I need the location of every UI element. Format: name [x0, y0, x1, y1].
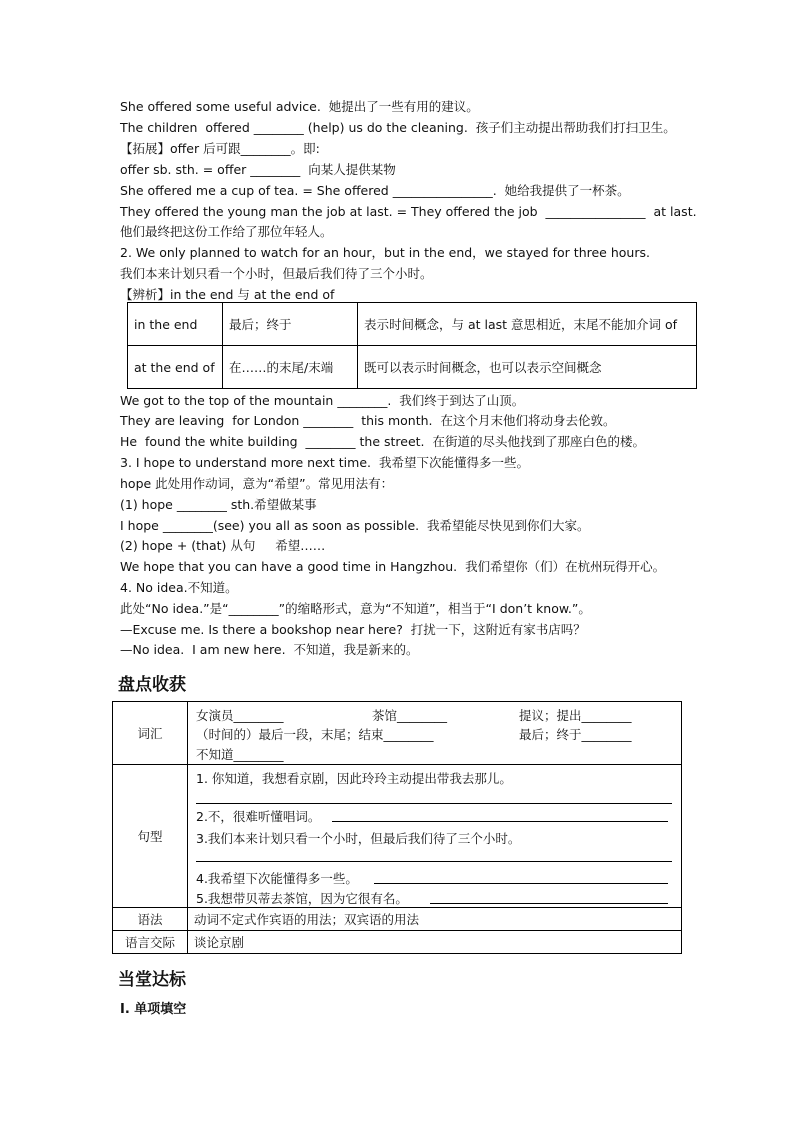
table-row — [113, 702, 682, 765]
text-line: We hope that you can have a good time in Hangzhou. 我们希望你（们）在杭州玩得开心。 — [120, 559, 666, 574]
table-row — [128, 303, 697, 346]
text-line: They offered the young man the job at last. = They offered the job ________________ at last. — [120, 204, 697, 219]
vocab-item: 不知道________ — [196, 747, 284, 762]
text-line: I hope ________(see) you all as soon as possible. 我希望能尽快见到你们大家。 — [120, 518, 590, 533]
text-line: 我们本来计划只看一个小时，但最后我们待了三个小时。 — [120, 266, 433, 281]
grammar-cell: 动词不定式作宾语的用法；双宾语的用法 — [188, 908, 682, 931]
table-cell: in the end — [128, 303, 223, 346]
table-row — [113, 931, 682, 954]
sentence-item: 2.不，很难听懂唱词。 — [196, 809, 321, 824]
sentence-item: 3.我们本来计划只看一个小时，但最后我们待了三个小时。 — [196, 831, 521, 846]
vocab-item: 女演员________ — [196, 708, 284, 723]
text-line: 2. We only planned to watch for an hour，but in the end，we stayed for three hours. — [120, 245, 650, 260]
text-line: 他们最终把这份工作给了那位年轻人。 — [120, 224, 333, 239]
table-cell: 表示时间概念，与 at last 意思相近，末尾不能加介词 of — [358, 303, 697, 346]
sentence-item: 1. 你知道，我想看京剧，因此玲玲主动提出带我去那儿。 — [196, 771, 512, 786]
text-line: We got to the top of the mountain ________. 我们终于到达了山顶。 — [120, 393, 525, 408]
table-cell: 最后；终于 — [223, 303, 358, 346]
section-heading: 盘点收获 — [118, 675, 186, 695]
table-row — [113, 765, 682, 908]
answer-line — [332, 807, 668, 822]
text-line: hope 此处用作动词，意为“希望”。常见用法有： — [120, 476, 394, 491]
subsection-heading: Ⅰ. 单项填空 — [120, 1002, 187, 1017]
sentence-label: 句型 — [113, 765, 188, 908]
text-line: 【拓展】offer 后可跟________。即: — [120, 141, 320, 156]
text-line: He found the white building ________ the street. 在街道的尽头他找到了那座白色的楼。 — [120, 434, 645, 449]
text-line: They are leaving for London ________ this month. 在这个月末他们将动身去伦敦。 — [120, 413, 616, 428]
vocab-item: （时间的）最后一段，末尾；结束________ — [196, 727, 434, 742]
communication-label: 语言交际 — [113, 931, 188, 954]
text-line: (1) hope ________ sth.希望做某事 — [120, 497, 317, 512]
summary-table — [112, 701, 682, 954]
text-line: 此处“No idea.”是“________”的缩略形式，意为“不知道”，相当于“I don’t know.”。 — [120, 601, 591, 616]
sentence-item: 5.我想带贝蒂去茶馆，因为它很有名。 — [196, 891, 408, 906]
sentence-cell — [188, 765, 682, 908]
vocab-item: 提议；提出________ — [519, 708, 632, 723]
grammar-label: 语法 — [113, 908, 188, 931]
text-line: —Excuse me. Is there a bookshop near here? 打扰一下，这附近有家书店吗？ — [120, 622, 586, 637]
text-line: 【辨析】in the end 与 at the end of — [120, 287, 335, 302]
communication-cell: 谈论京剧 — [188, 931, 682, 954]
answer-line — [430, 889, 668, 904]
table-row — [113, 908, 682, 931]
vocab-item: 最后；终于________ — [519, 727, 632, 742]
table-cell: at the end of — [128, 346, 223, 389]
vocab-label: 词汇 — [113, 702, 188, 765]
text-line: The children offered ________ (help) us do the cleaning. 孩子们主动提出帮助我们打扫卫生。 — [120, 120, 676, 135]
text-line: 3. I hope to understand more next time. 我希望下次能懂得多一些。 — [120, 455, 529, 470]
answer-line — [374, 869, 668, 884]
text-line: —No idea. I am new here. 不知道，我是新来的。 — [120, 642, 419, 657]
text-line: 4. No idea.不知道。 — [120, 580, 238, 595]
answer-line — [196, 847, 672, 862]
comparison-table — [127, 302, 697, 389]
section-heading: 当堂达标 — [118, 970, 186, 990]
sentence-item: 4.我希望下次能懂得多一些。 — [196, 871, 358, 886]
table-cell: 既可以表示时间概念，也可以表示空间概念 — [358, 346, 697, 389]
text-line: She offered me a cup of tea. = She offered ________________. 她给我提供了一杯茶。 — [120, 183, 630, 198]
text-line: (2) hope + (that) 从句 希望…… — [120, 538, 326, 553]
table-row — [128, 346, 697, 389]
vocab-item: 茶馆________ — [372, 708, 448, 723]
text-line: She offered some useful advice. 她提出了一些有用的建议。 — [120, 99, 479, 114]
text-line: offer sb. sth. = offer ________ 向某人提供某物 — [120, 162, 396, 177]
vocab-cell — [188, 702, 682, 765]
table-cell: 在……的末尾/末端 — [223, 346, 358, 389]
answer-line — [196, 789, 672, 804]
